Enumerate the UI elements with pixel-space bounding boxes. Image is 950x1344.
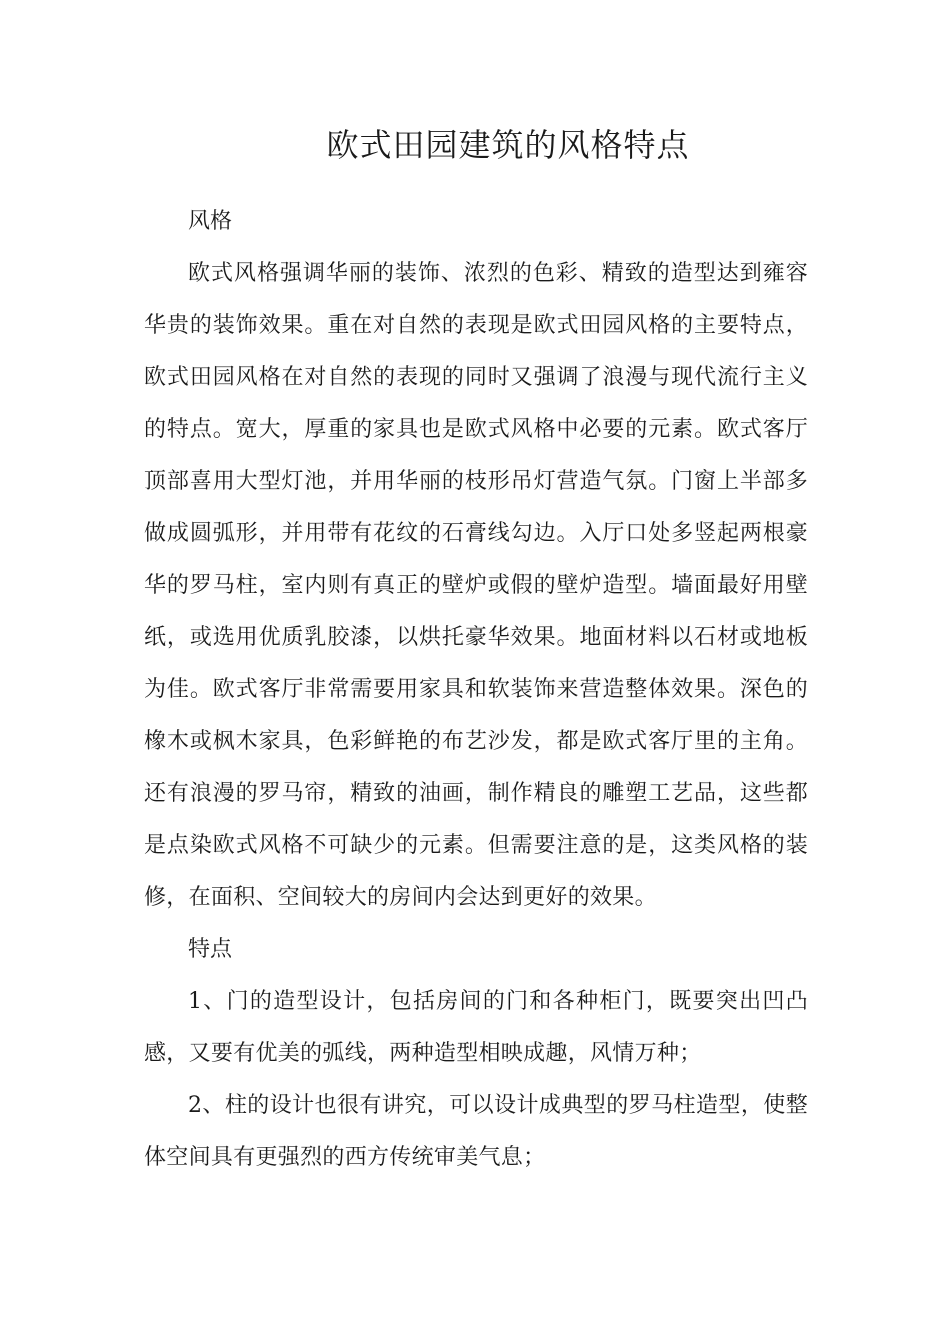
document-body: [144, 196, 808, 1184]
section-heading-style: 风格: [188, 209, 233, 234]
document-title: 欧式田园建筑的风格特点: [326, 126, 690, 164]
feature-item-door: 1、门的造型设计，包括房间的门和各种柜门，既要突出凹凸感，又要有优美的弧线，两种造型相映成趣，风情万种；: [144, 989, 808, 1066]
feature-item-column: 2、柱的设计也很有讲究，可以设计成典型的罗马柱造型，使整体空间具有更强烈的西方传统审美气息；: [144, 1093, 808, 1170]
style-paragraph: 欧式风格强调华丽的装饰、浓烈的色彩、精致的造型达到雍容华贵的装饰效果。重在对自然的表现是欧式田园风格的主要特点，欧式田园风格在对自然的表现的同时又强调了浪漫与现代流行主义的特点。宽大，厚重的家具也是欧式风格中必要的元素。欧式客厅顶部喜用大型灯池，并用华丽的枝形吊灯营造气氛。门窗上半部多做成圆弧形，并用带有花纹的石膏线勾边。入厅口处多竖起两根豪华的罗马柱，室内则有真正的壁炉或假的壁炉造型。墙面最好用壁纸，或选用优质乳胶漆，以烘托豪华效果。地面材料以石材或地板为佳。欧式客厅非常需要用家具和软装饰来营造整体效果。深色的橡木或枫木家具，色彩鲜艳的布艺沙发，都是欧式客厅里的主角。还有浪漫的罗马帘，精致的油画，制作精良的雕塑工艺品，这些都是点染欧式风格不可缺少的元素。但需要注意的是，这类风格的装修，在面积、空间较大的房间内会达到更好的效果。: [144, 261, 808, 910]
section-heading-features: 特点: [188, 937, 233, 962]
